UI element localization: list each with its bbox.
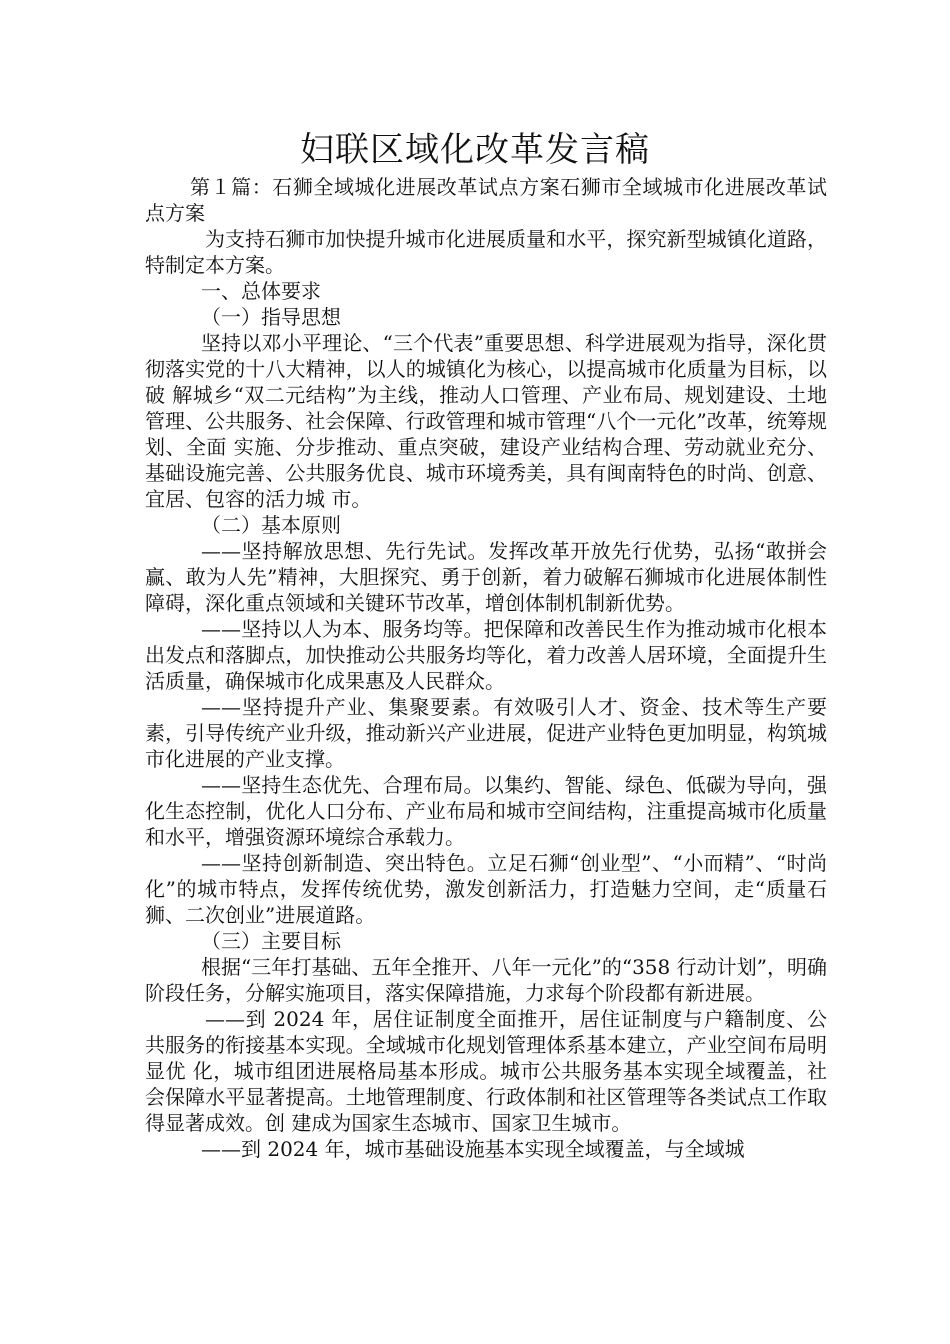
paragraph: ——坚持以人为本、服务均等。把保障和改善民生作为推动城市化根本出发点和落脚点，加快推动公共服务均等化，着力改善人居环境，全面提升生活质量，确保城市化成果惠及人民群众。 — [145, 617, 827, 693]
paragraph: 坚持以邓小平理论、“三个代表”重要思想、科学进展观为指导，深化贯彻落实党的十八大精神，以人的城镇化为核心，以提高城市化质量为目标，以破 解城乡“双二元结构”为主线，推动人口管理、产业布局、规划建设、土地管理、公共服务、社会保障、行政管理和城市管理“八个一元化”改革，统筹规划、全面 实施、分步推动、重点突破，建设产业结构合理、劳动就业充分、基础设施完善、公共服务优良、城市环境秀美，具有闽南特色的时尚、创意、宜居、包容的活力城 市。 — [145, 331, 827, 511]
paragraph: 第１篇：石狮全域城化进展改革试点方案石狮市全域城市化进展改革试点方案 — [145, 175, 827, 225]
paragraph: ——到 2024 年，城市基础设施基本实现全域覆盖，与全域城 — [201, 1137, 745, 1161]
paragraph: ——到 2024 年，居住证制度全面推开，居住证制度与户籍制度、公共服务的衔接基本实现。全域城市化规划管理体系基本建立，产业空间布局明显优 化，城市组团进展格局基本形成。城市公共服务基本实现全域覆盖，社会保障水平显著提高。土地管理制度、行政体制和社区管理等各类试点工作取得显著成效。创 建成为国家生态城市、国家卫生城市。 — [145, 1007, 827, 1135]
paragraph: 一、总体要求 — [201, 279, 321, 303]
document-body — [145, 174, 827, 1162]
paragraph: ——坚持生态优先、合理布局。以集约、智能、绿色、低碳为导向，强化生态控制，优化人口分布、产业布局和城市空间结构，注重提高城市化质量和水平，增强资源环境综合承载力。 — [145, 773, 827, 849]
paragraph: （一）指导思想 — [201, 305, 341, 329]
paragraph: （二）基本原则 — [201, 513, 341, 537]
paragraph: ——坚持创新制造、突出特色。立足石狮“创业型”、“小而精”、“时尚化”的城市特点，发挥传统优势，激发创新活力，打造魅力空间，走“质量石狮、二次创业”进展道路。 — [145, 851, 827, 927]
paragraph: ——坚持解放思想、先行先试。发挥改革开放先行优势，弘扬“敢拼会赢、敢为人先”精神，大胆探究、勇于创新，着力破解石狮城市化进展体制性障碍，深化重点领域和关键环节改革，增创体制机制新优势。 — [145, 539, 827, 615]
document-title: 妇联区域化改革发言稿 — [300, 130, 650, 170]
paragraph: ——坚持提升产业、集聚要素。有效吸引人才、资金、技术等生产要素，引导传统产业升级，推动新兴产业进展，促进产业特色更加明显，构筑城市化进展的产业支撑。 — [145, 695, 827, 771]
paragraph: 根据“三年打基础、五年全推开、八年一元化”的“358 行动计划”，明确阶段任务，分解实施项目，落实保障措施，力求每个阶段都有新进展。 — [145, 955, 827, 1005]
paragraph: （三）主要目标 — [201, 929, 341, 953]
paragraph: 为支持石狮市加快提升城市化进展质量和水平，探究新型城镇化道路，特制定本方案。 — [145, 227, 827, 277]
